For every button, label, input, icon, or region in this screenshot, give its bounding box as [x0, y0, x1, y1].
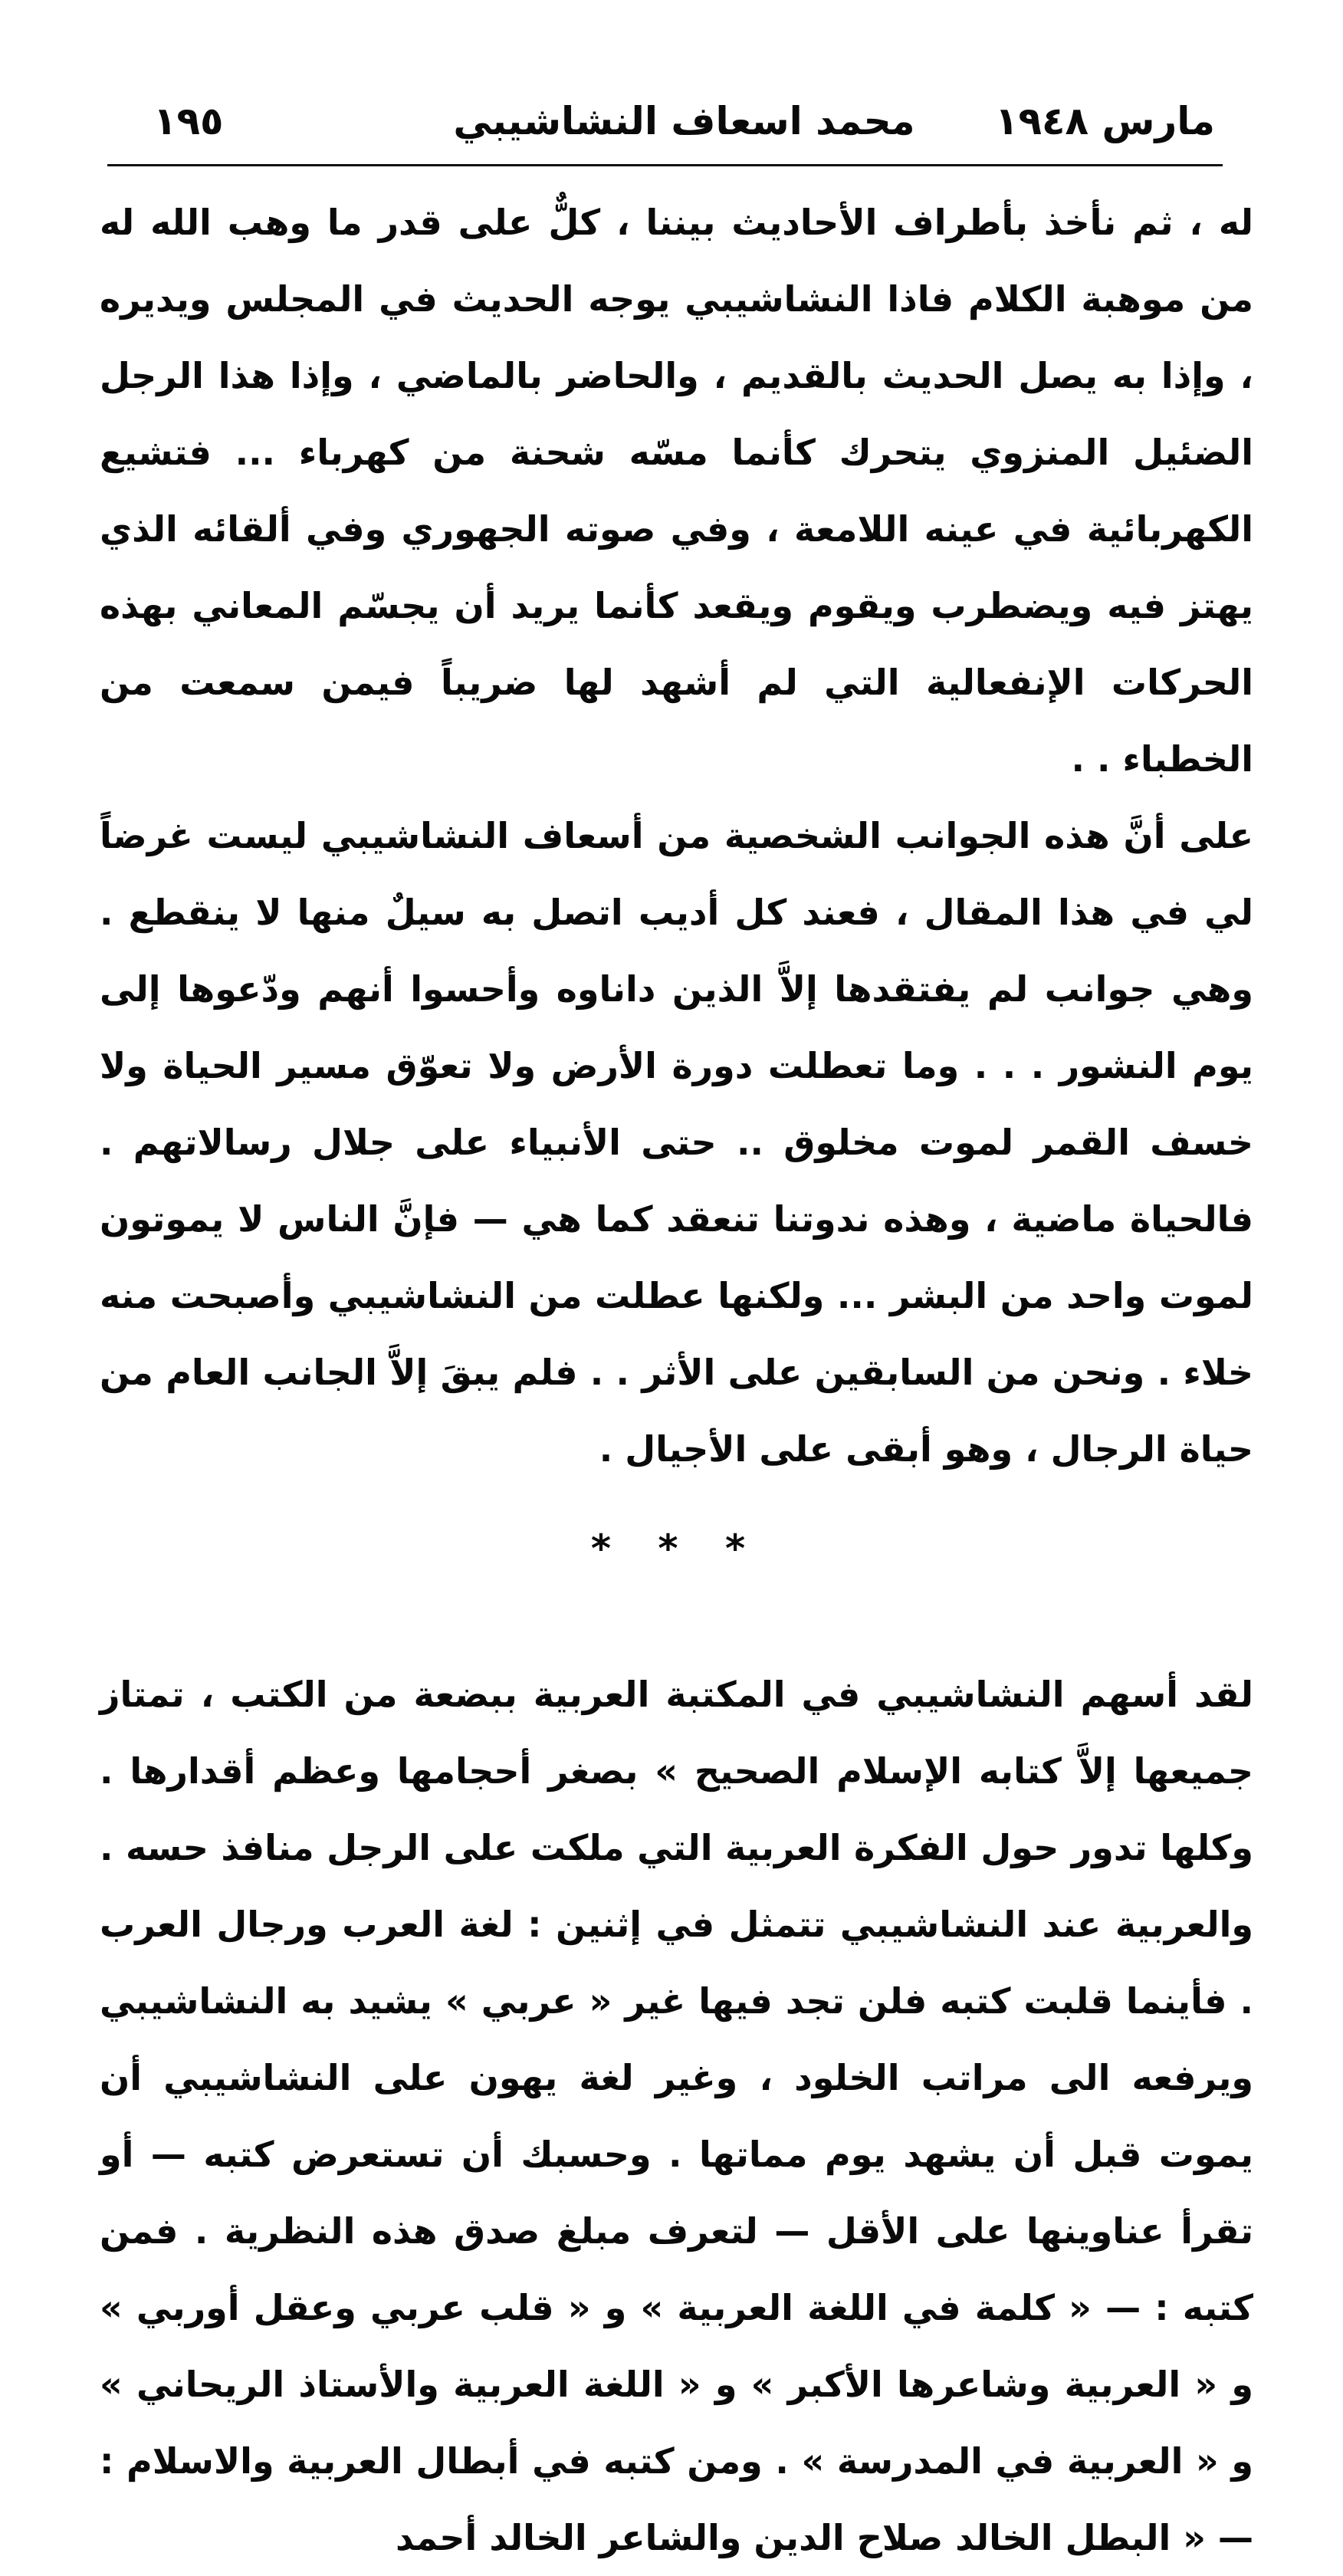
- header-rule: [107, 164, 1223, 166]
- header-author: محمد اسعاف النشاشيبي: [453, 99, 915, 143]
- header-date: مارس ١٩٤٨: [995, 99, 1215, 143]
- paragraph-3: لقد أسهم النشاشيبي في المكتبة العربية ببضعة من الكتب ، تمتاز جميعها إلاَّ كتابه الإسلام الصحيح » بصغر أحجامها وعظم أقدارها . وكلها تدور حول الفكرة العربية التي ملكت على الرجل منافذ حسه . والعربية عند النشاشيبي تتمثل في إثنين : لغة العرب ورجال العرب . فأينما قلبت كتبه فلن تجد فيها غير « عربي » يشيد به النشاشيبي ويرفعه الى مراتب الخلود ، وغير لغة يهون على النشاشيبي أن يموت قبل أن يشهد يوم مماتها . وحسبك أن تستعرض كتبه — أو تقرأ عناوينها على الأقل — لتعرف مبلغ صدق هذه النظرية . فمن كتبه : — « كلمة في اللغة العربية » و « قلب عربي وعقل أوربي » و « العربية وشاعرها الأكبر » و « اللغة العربية والأستاذ الريحاني » و « العربية في المدرسة » . ومن كتبه في أبطال العربية والاسلام : — « البطل الخالد صلاح الدين والشاعر الخالد أحمد: [100, 1674, 1253, 2558]
- section-divider: * * *: [590, 1526, 763, 1571]
- page-number: ١٩٥: [153, 99, 224, 143]
- paragraph-1: له ، ثم نأخذ بأطراف الأحاديث بيننا ، كلٌّ على قدر ما وهب الله له من موهبة الكلام فاذا النشاشيبي يوجه الحديث في المجلس ويديره ، وإذا به يصل الحديث بالقديم ، والحاضر بالماضي ، وإذا هذا الرجل الضئيل المنزوي يتحرك كأنما مسّه شحنة من كهرباء ... فتشيع الكهربائية في عينه اللامعة ، وفي صوته الجهوري وفي ألقائه الذي يهتز فيه ويضطرب ويقوم ويقعد كأنما يريد أن يجسّم المعاني بهذه الحركات الإنفعالية التي لم أشهد لها ضريباً فيمن سمعت من الخطباء . .: [100, 202, 1253, 780]
- body-text: [100, 184, 1253, 2576]
- paragraph-2: على أنَّ هذه الجوانب الشخصية من أسعاف النشاشيبي ليست غرضاً لي في هذا المقال ، فعند كل أديب اتصل به سيلٌ منها لا ينقطع . وهي جوانب لم يفتقدها إلاَّ الذين داناوه وأحسوا أنهم ودّعوها إلى يوم النشور . . . وما تعطلت دورة الأرض ولا تعوّق مسير الحياة ولا خسف القمر لموت مخلوق .. حتى الأنبياء على جلال رسالاتهم . فالحياة ماضية ، وهذه ندوتنا تنعقد كما هي — فإنَّ الناس لا يموتون لموت واحد من البشر ... ولكنها عطلت من النشاشيبي وأصبحت منه خلاء . ونحن من السابقين على الأثر . . فلم يبقَ إلاَّ الجانب العام من حياة الرجال ، وهو أبقى على الأجيال .: [100, 815, 1253, 1470]
- running-header: [153, 90, 1215, 152]
